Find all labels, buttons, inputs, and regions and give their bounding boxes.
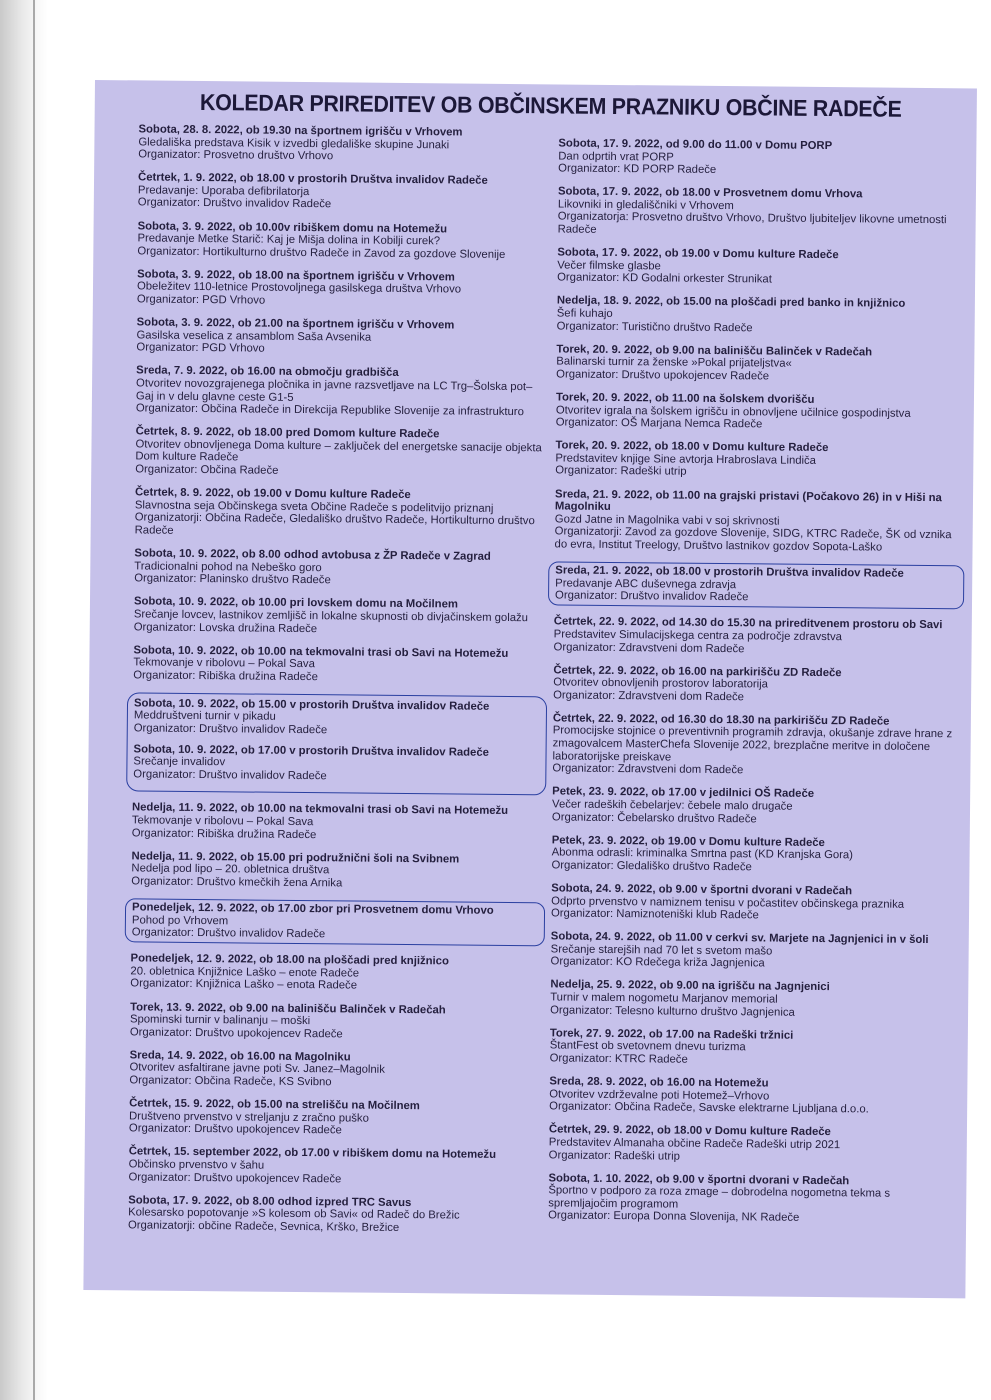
event-organizer: Organizatorji: Zavod za gozdove Slovenije, SIDG, KTRC Radeče, ŠK od vznika do evra, Institut Treelogy, Društvo lastnikov gozdov Sopota-Laško — [554, 525, 952, 554]
event-entry-highlighted — [125, 898, 545, 946]
event-description: ŠtantFest ob svetovnem dnevu turizma — [549, 1039, 746, 1054]
event-organizer: Organizator: KD Godalni orkester Strunikat — [557, 271, 772, 286]
event-description: Balinarski turnir za ženske »Pokal prijateljstva« — [556, 355, 792, 371]
event-description: Dan odprtih vrat PORP — [558, 150, 674, 164]
event-date-place: Četrtek, 8. 9. 2022, ob 19.00 v Domu kulture Radeče — [134, 486, 411, 502]
event-entry — [552, 786, 956, 828]
event-date-place: Petek, 23. 9. 2022, ob 17.00 v jedilnici OŠ Radeče — [552, 785, 815, 801]
event-entry — [138, 123, 546, 165]
event-date-place: Sobota, 24. 9. 2022, ob 11.00 v cerkvi sv. Marjete na Jagnjenici in v šoli — [550, 930, 929, 947]
event-description: Predstavitev Almanaha občine Radeče Radeški utrip 2021 — [548, 1136, 841, 1152]
event-date-place: Ponedeljek, 12. 9. 2022, ob 18.00 na ploščadi pred knjižnico — [130, 952, 449, 968]
event-organizer: Organizator: Telesno kulturno društvo Jagnjenica — [550, 1004, 795, 1019]
scanner-page-edge — [0, 0, 48, 1400]
event-entry — [137, 268, 545, 310]
event-description: Predavanje: Uporaba defibrilatorja — [137, 184, 310, 198]
event-entry — [556, 391, 960, 433]
event-entry — [135, 426, 543, 480]
event-description: Predavanje ABC duševnega zdravja — [555, 577, 737, 591]
event-date-place: Sobota, 17. 9. 2022, ob 19.00 v Domu kulture Radeče — [557, 246, 839, 262]
event-description: Likovniki in gledališčniki v Vrhovem — [557, 198, 734, 213]
event-date-place: Četrtek, 22. 9. 2022, ob 16.00 na parkirišču ZD Radeče — [553, 664, 842, 679]
event-date-place: Četrtek, 22. 9. 2022, od 14.30 do 15.30 na prireditvenem prostoru ob Savi — [553, 615, 943, 632]
event-date-place: Četrtek, 29. 9. 2022, ob 18.00 v Domu kulture Radeče — [548, 1123, 831, 1139]
event-description: Abonma odrasli: kriminalka Smrtna past (KD Kranjska Gora) — [551, 846, 854, 862]
event-date-place: Torek, 13. 9. 2022, ob 9.00 na balinišču Balinček v Radečah — [130, 1000, 446, 1016]
event-description: Večer filmske glasbe — [557, 259, 661, 273]
event-description: Otvoritev vzdrževalne poti Hotemež–Vrhovo — [549, 1088, 770, 1103]
event-organizer: Organizator: PGD Vrhovo — [136, 341, 265, 355]
event-description: Odprto prvenstvo v namiznem tenisu v počastitev občinskega praznika — [551, 894, 905, 911]
event-entry — [128, 1194, 536, 1236]
event-description: Srečanje starejših nad 70 let s svetom mašo — [550, 943, 773, 958]
event-date-place: Nedelja, 11. 9. 2022, ob 15.00 pri podružnični šoli na Svibnem — [131, 850, 460, 866]
event-date-place: Sreda, 21. 9. 2022, ob 18.00 v prostorih Društva invalidov Radeče — [555, 564, 904, 580]
event-description: Šefi kuhajo — [556, 307, 613, 321]
event-organizer: Organizator: Društvo invalidov Radeče — [131, 926, 326, 941]
event-entry — [555, 440, 959, 482]
event-entry — [556, 343, 960, 385]
event-description: Pohod po Vrhovem — [131, 913, 229, 927]
event-organizer: Organizator: Občina Radeče, KS Svibno — [129, 1074, 332, 1089]
event-organizer: Organizator: Ribiška družina Radeče — [133, 669, 318, 683]
event-entry — [550, 1027, 954, 1069]
event-description: Kolesarsko popotovanje »S kolesom ob Savi« od Radeč do Brežic — [128, 1206, 460, 1222]
event-entry — [550, 979, 954, 1021]
event-date-place: Sobota, 10. 9. 2022, ob 10.00 na tekmovalni trasi ob Savi na Hotemežu — [133, 643, 509, 660]
event-date-place: Sreda, 21. 9. 2022, ob 11.00 na grajski pristavi (Počakovo 26) in v Hiši na Magolniku — [554, 487, 942, 514]
event-organizer: Organizator: Občina Radeče — [135, 463, 279, 477]
event-description: Večer radeških čebelarjev: čebele malo drugače — [552, 798, 793, 813]
event-entry — [133, 743, 539, 785]
event-organizer: Organizator: Zdravstveni dom Radeče — [552, 762, 744, 777]
event-organizer: Organizator: KTRC Radeče — [549, 1052, 688, 1066]
event-organizer: Organizator: Čebelarsko društvo Radeče — [551, 810, 757, 825]
event-date-place: Sobota, 10. 9. 2022, ob 8.00 odhod avtobusa z ŽP Radeče v Zagrad — [134, 547, 491, 563]
event-date-place: Četrtek, 22. 9. 2022, od 16.30 do 18.30 na parkirišču ZD Radeče — [552, 712, 890, 728]
event-description: Društveno prvenstvo v streljanju z zračno puško — [128, 1110, 369, 1125]
event-entry — [552, 712, 957, 779]
event-organizer: Organizator: Lovska družina Radeče — [133, 620, 318, 635]
event-date-place: Sobota, 24. 9. 2022, ob 9.00 v športni dvorani v Radečah — [551, 882, 853, 898]
event-entry — [557, 247, 961, 289]
right-event-column — [548, 137, 963, 1250]
event-description: Tekmovanje v ribolovu – Pokal Sava — [131, 814, 314, 829]
calendar-title: KOLEDAR PRIREDITEV OB OBČINSKEM PRAZNIKU OBČINE RADEČE — [199, 89, 902, 122]
event-entry — [549, 1124, 953, 1166]
event-organizer: Organizator: KD PORP Radeče — [558, 162, 717, 177]
event-organizer: Organizatorji: občine Radeče, Sevnica, Krško, Brežice — [127, 1219, 400, 1234]
event-description: Meddruštveni turnir v pikadu — [133, 709, 276, 724]
event-entry — [554, 616, 958, 658]
event-entry — [129, 1098, 537, 1140]
event-description: Turnir v malem nogometu Marjanov memorial — [550, 991, 778, 1006]
event-organizer: Organizator: Društvo invalidov Radeče — [133, 768, 327, 783]
event-entry — [136, 365, 544, 419]
event-date-place: Torek, 20. 9. 2022, ob 18.00 v Domu kulture Radeče — [555, 439, 829, 455]
event-organizer: Organizator: Društvo upokojencev Radeče — [556, 368, 770, 383]
event-entry-highlighted — [548, 561, 964, 609]
event-organizer: Organizator: Radeški utrip — [548, 1148, 681, 1163]
event-entry — [137, 220, 545, 262]
event-organizer: Organizatorji: Občina Radeče, Gledališko društvo Radeče, Hortikulturno društvo Radeče — [134, 511, 535, 537]
event-entry — [134, 697, 540, 739]
event-entry — [129, 1049, 537, 1091]
event-organizer: Organizator: Zdravstveni dom Radeče — [553, 640, 745, 655]
event-calendar-flyer — [83, 80, 977, 1298]
event-description: Tradicionalni pohod na Nebeško goro — [134, 560, 322, 574]
event-description: Gledališka predstava Kisik v izvedbi gledališke skupine Junaki — [138, 136, 450, 151]
event-organizer: Organizator: PGD Vrhovo — [136, 293, 266, 307]
event-description: Otvoritev novozgrajenega pločnika in javne razsvetljave na LC Trg–Šolska pot–Gaj in v delu glavne ceste G1-5 — [135, 377, 533, 404]
event-date-place: Sobota, 28. 8. 2022, ob 19.30 na športnem igrišču v Vrhovem — [138, 123, 463, 139]
event-description: Otvoritev obnovljenih prostorov laboratorija — [553, 676, 769, 691]
event-organizer: Organizator: Radeški utrip — [555, 464, 687, 479]
event-entry — [551, 882, 955, 924]
event-date-place: Četrtek, 1. 9. 2022, ob 18.00 v prostorih Društva invalidov Radeče — [138, 171, 488, 188]
event-description: 20. obletnica Knjižnice Laško – enote Radeče — [130, 965, 360, 980]
event-entry — [133, 644, 541, 686]
event-organizer: Organizator: Zdravstveni dom Radeče — [553, 689, 745, 704]
event-organizer: Organizator: Gledališko društvo Radeče — [551, 859, 752, 874]
event-description: Otvoritev igrala na šolskem igrišču in obnovljene učilnice gospodinjstva — [555, 404, 911, 420]
event-date-place: Nedelja, 25. 9. 2022, ob 9.00 na igrišču na Jagnjenici — [550, 978, 830, 994]
event-description: Gasilska veselica z ansamblom Saša Avsenika — [136, 329, 372, 344]
event-entry — [134, 596, 542, 638]
event-description: Predstavitev knjige Sine avtorja Hrabroslava Lindiča — [555, 452, 817, 467]
event-description: Občinsko prvenstvo v šahu — [128, 1158, 265, 1172]
event-date-place: Četrtek, 15. september 2022, ob 17.00 v ribiškem domu na Hotemežu — [128, 1145, 497, 1162]
event-entry — [136, 317, 544, 359]
event-date-place: Sobota, 10. 9. 2022, ob 15.00 v prostorih Društva invalidov Radeče — [133, 697, 490, 713]
event-entry — [549, 1075, 953, 1117]
event-entry — [135, 487, 543, 541]
event-organizer: Organizator: Prosvetno društvo Vrhovo — [138, 148, 334, 163]
event-description: Srečanje lovcev, lastnikov zemljišč in lokalne skupnosti ob divjačinskem golažu — [133, 608, 529, 625]
event-organizer: Organizator: Občina Radeče, Savske elektrarne Ljubljana d.o.o. — [549, 1100, 869, 1116]
event-organizer: Organizator: Društvo invalidov Radeče — [133, 722, 328, 737]
event-date-place: Sobota, 17. 9. 2022, ob 8.00 odhod izpred TRC Savus — [128, 1194, 412, 1209]
event-date-place: Sobota, 10. 9. 2022, ob 10.00 pri lovskem domu na Močilnem — [133, 595, 458, 611]
event-date-place: Sobota, 1. 10. 2022, ob 9.00 v športni dvorani v Radečah — [548, 1171, 850, 1187]
event-date-place: Sreda, 28. 9. 2022, ob 16.00 na Hotemežu — [549, 1075, 769, 1090]
event-entry — [551, 931, 955, 973]
event-entry — [551, 834, 955, 876]
event-date-place: Četrtek, 8. 9. 2022, ob 18.00 pred Domom kulture Radeče — [135, 425, 440, 441]
event-organizer: Organizator: Ribiška družina Radeče — [131, 827, 317, 841]
event-organizer: Organizator: Društvo upokojencev Radeče — [128, 1170, 342, 1186]
event-organizer: Organizator: KO Rdečega križa Jagnjenica — [550, 955, 765, 970]
event-description: Slavnostna seja Občinskega sveta Občine Radeče s podelitvijo priznanj — [134, 499, 494, 515]
left-event-column — [128, 123, 547, 1246]
event-description: Srečanje invalidov — [133, 755, 226, 769]
event-organizer: Organizator: Hortikulturno društvo Radeče in Zavod za gozdove Slovenije — [137, 245, 506, 261]
event-entry — [130, 953, 538, 995]
event-organizer: Organizator: Turistično društvo Radeče — [556, 320, 753, 334]
event-date-place: Sreda, 7. 9. 2022, ob 16.00 na območju gradbišča — [136, 364, 399, 380]
event-date-place: Nedelja, 18. 9. 2022, ob 15.00 na ploščadi pred banko in knjižnico — [556, 294, 906, 311]
event-organizer: Organizator: Planinsko društvo Radeče — [134, 572, 331, 587]
event-entry — [553, 664, 957, 706]
event-date-place: Sreda, 14. 9. 2022, ob 16.00 na Magolniku — [129, 1049, 351, 1064]
event-date-place: Torek, 20. 9. 2022, ob 9.00 na balinišču Balinček v Radečah — [556, 343, 873, 359]
event-description: Gozd Jatne in Magolnika vabi v soj skrivnosti — [554, 513, 780, 528]
event-date-place: Sobota, 3. 9. 2022, ob 21.00 na športnem igrišču v Vrhovem — [136, 316, 455, 332]
event-entry — [138, 172, 546, 214]
event-columns — [128, 123, 963, 1250]
event-date-place: Sobota, 17. 9. 2022, ob 18.00 v Prosvetnem domu Vrhova — [557, 185, 863, 201]
event-entry — [557, 295, 961, 337]
event-description: Nedelja pod lipo – 20. obletnica društva — [131, 862, 330, 877]
event-entry — [130, 1001, 538, 1043]
event-organizer: Organizatorja: Prosvetno društvo Vrhovo, Društvo ljubiteljev likovne umetnosti Radeče — [557, 210, 947, 236]
event-entry — [555, 488, 960, 555]
event-date-place: Torek, 20. 9. 2022, ob 11.00 na šolskem dvorišču — [555, 391, 815, 406]
event-organizer: Organizator: Društvo upokojencev Radeče — [129, 1026, 343, 1041]
event-organizer: Organizator: Europa Donna Slovenija, NK Radeče — [548, 1209, 800, 1225]
event-description: Predstavitev Simulacijskega centra za področje zdravstva — [553, 628, 842, 644]
event-organizer: Organizator: Občina Radeče in Direkcija Republike Slovenije za infrastrukturo — [135, 402, 524, 419]
event-date-place: Nedelja, 11. 9. 2022, ob 10.00 na tekmovalni trasi ob Savi na Hotemežu — [131, 801, 509, 818]
event-date-place: Torek, 27. 9. 2022, ob 17.00 na Radeški tržnici — [549, 1027, 794, 1042]
event-entry — [558, 137, 962, 179]
event-description: Otvoritev obnovljenega Doma kulture – zaključek del energetske sanacije objekta Dom kulture Radeče — [135, 438, 542, 464]
event-entry — [131, 850, 539, 892]
event-description: Športno v podporo za roza zmage – dobrodelna nogometna tekma s spremljajočim programom — [548, 1184, 891, 1211]
event-entry — [134, 547, 542, 589]
event-organizer: Organizator: Društvo kmečkih žena Arnika — [131, 875, 343, 890]
event-organizer: Organizator: Namiznoteniški klub Radeče — [550, 907, 759, 922]
event-organizer: Organizator: Društvo upokojencev Radeče — [128, 1122, 342, 1137]
event-description: Predavanje Metke Starič: Kaj je Mišja dolina in Kobilji curek? — [137, 232, 441, 248]
event-date-place: Petek, 23. 9. 2022, ob 19.00 v Domu kulture Radeče — [551, 834, 825, 849]
event-date-place: Sobota, 3. 9. 2022, ob 10.00v ribiškem domu na Hotemežu — [137, 219, 448, 235]
event-date-place: Sobota, 3. 9. 2022, ob 18.00 na športnem igrišču v Vrhovem — [137, 268, 455, 284]
event-date-place: Sobota, 17. 9. 2022, od 9.00 do 11.00 v Domu PORP — [558, 137, 833, 153]
event-entry — [558, 186, 962, 240]
event-description: Spominski turnir v balinanju – moški — [129, 1013, 311, 1028]
event-description: Otvoritev asfaltirane javne poti Sv. Janez–Magolnik — [129, 1061, 385, 1077]
event-description: Tekmovanje v ribolovu – Pokal Sava — [133, 656, 315, 671]
event-date-place: Četrtek, 15. 9. 2022, ob 15.00 na strelišču na Močilnem — [129, 1097, 420, 1113]
event-organizer: Organizator: OŠ Marjana Nemca Radeče — [555, 416, 763, 431]
event-date-place: Ponedeljek, 12. 9. 2022, ob 17.00 zbor pri Prosvetnem domu Vrhovo — [132, 901, 494, 917]
event-organizer: Organizator: Društvo invalidov Radeče — [137, 196, 332, 211]
event-organizer: Organizator: Knjižnica Laško – enota Radeče — [130, 977, 358, 993]
event-description: Promocijske stojnice o preventivnih programih zdravja, okušanje zdrave hrane z zmagovalcem MasterChefa Slovenije 2022, brezplačne meritve in določene laboratorijske preiskave — [552, 724, 953, 764]
pen-highlight-group — [126, 692, 547, 796]
event-description: Obeležitev 110-letnice Prostovoljnega gasilskega društva Vrhovo — [136, 280, 462, 296]
event-entry — [548, 1172, 952, 1226]
event-entry — [128, 1146, 536, 1188]
event-organizer: Organizator: Društvo invalidov Radeče — [555, 589, 749, 604]
page-binding-line — [33, 0, 35, 1400]
event-entry — [132, 802, 540, 844]
event-date-place: Sobota, 10. 9. 2022, ob 17.00 v prostorih Društva invalidov Radeče — [133, 743, 489, 759]
